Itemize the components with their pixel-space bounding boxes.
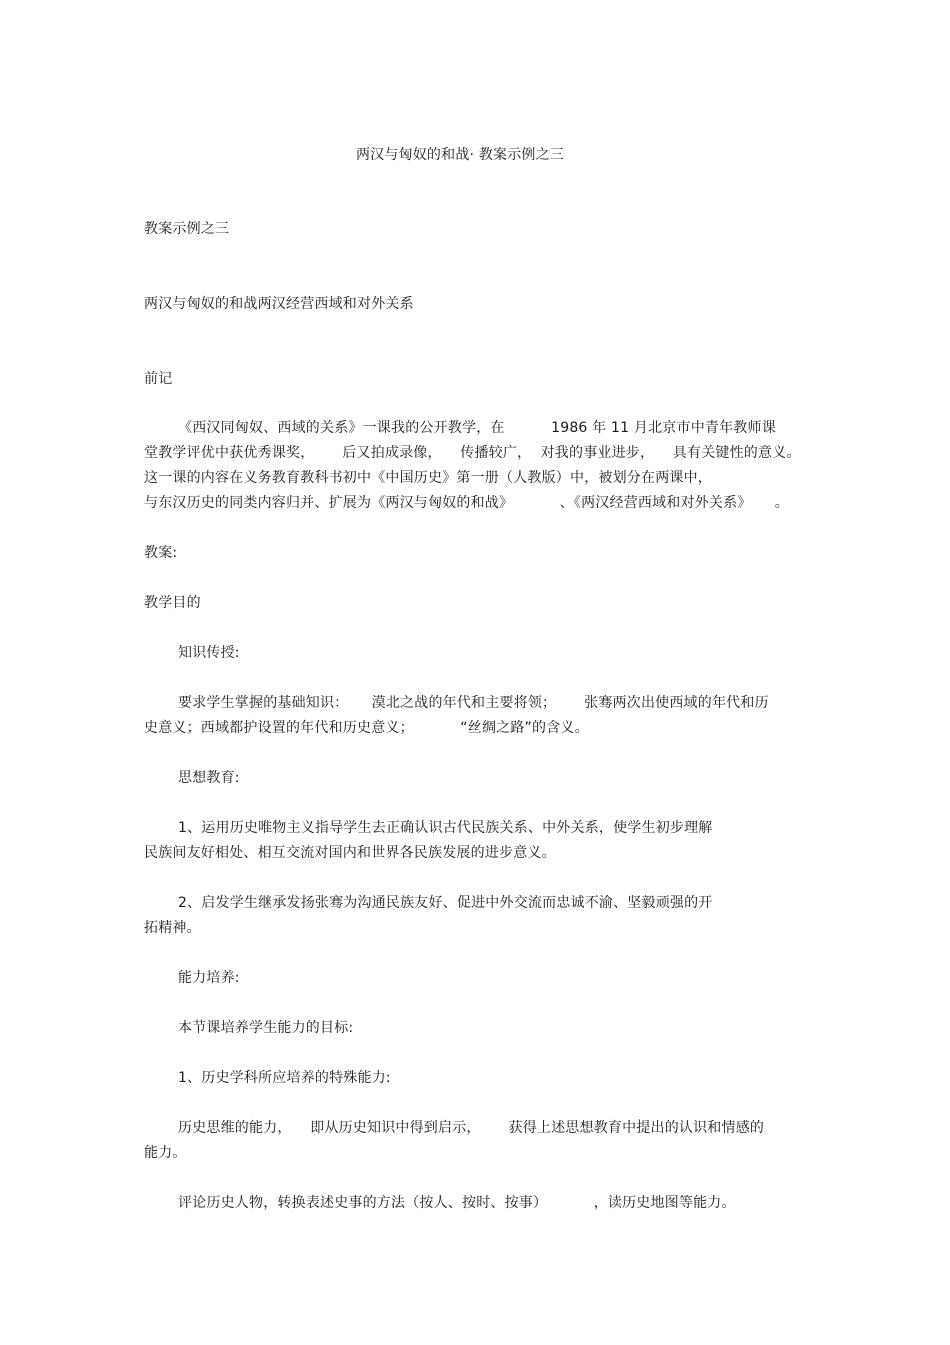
ability-other: 评论历史人物，转换表述史事的方法（按人、按时、按事） ，读历史地图等能力。: [178, 1195, 736, 1211]
preface-heading: 前记: [144, 371, 173, 387]
thought-item2-line-2: 拓精神。: [144, 920, 201, 936]
preface-line-3: 这一课的内容在义务教育教科书初中《中国历史》第一册（人教版）中，被划分在两课中，: [144, 470, 712, 486]
ability-thinking-line-2: 能力。: [144, 1145, 187, 1161]
preface-line-2: 堂教学评优中获优秀课奖， 后又拍成录像， 传播较广， 对我的事业进步， 具有关键性的意义。: [144, 445, 801, 461]
preface-line-1: 《西汉同匈奴、西域的关系》一课我的公开教学，在 1986 年 11 月北京市中青年教师课: [178, 420, 776, 436]
thought-item1-line-1: 1、运用历史唯物主义指导学生去正确认识古代民族关系、中外关系，使学生初步理解: [178, 820, 713, 836]
ability-intro: 本节课培养学生能力的目标:: [178, 1020, 354, 1036]
knowledge-heading: 知识传授:: [178, 645, 240, 661]
thought-item1-line-2: 民族间友好相处、相互交流对国内和世界各民族发展的进步意义。: [144, 845, 556, 861]
ability-item-1: 1、历史学科所应培养的特殊能力:: [178, 1070, 391, 1086]
ability-heading: 能力培养:: [178, 970, 240, 986]
ability-thinking-line-1: 历史思维的能力， 即从历史知识中得到启示， 获得上述思想教育中提出的认识和情感的: [178, 1120, 765, 1136]
lesson-topic: 两汉与匈奴的和战两汉经营西域和对外关系: [144, 296, 414, 312]
document-title: 两汉与匈奴的和战· 教案示例之三: [355, 147, 565, 163]
preface-line-4: 与东汉历史的同类内容归并、扩展为《两汉与匈奴的和战》 、《两汉经营西域和对外关系》 。: [144, 495, 789, 511]
knowledge-line-1: 要求学生掌握的基础知识： 漠北之战的年代和主要将领； 张骞两次出使西域的年代和历: [178, 695, 769, 711]
knowledge-line-2: 史意义；西域都护设置的年代和历史意义； “丝绸之路”的含义。: [144, 720, 589, 736]
thought-item2-line-1: 2、启发学生继承发扬张骞为沟通民族友好、促进中外交流而忠诚不渝、坚毅顽强的开: [178, 895, 713, 911]
objective-heading: 教学目的: [144, 595, 201, 611]
plan-heading: 教案:: [144, 545, 178, 561]
thought-heading: 思想教育:: [178, 770, 240, 786]
document-subtitle: 教案示例之三: [144, 221, 230, 237]
